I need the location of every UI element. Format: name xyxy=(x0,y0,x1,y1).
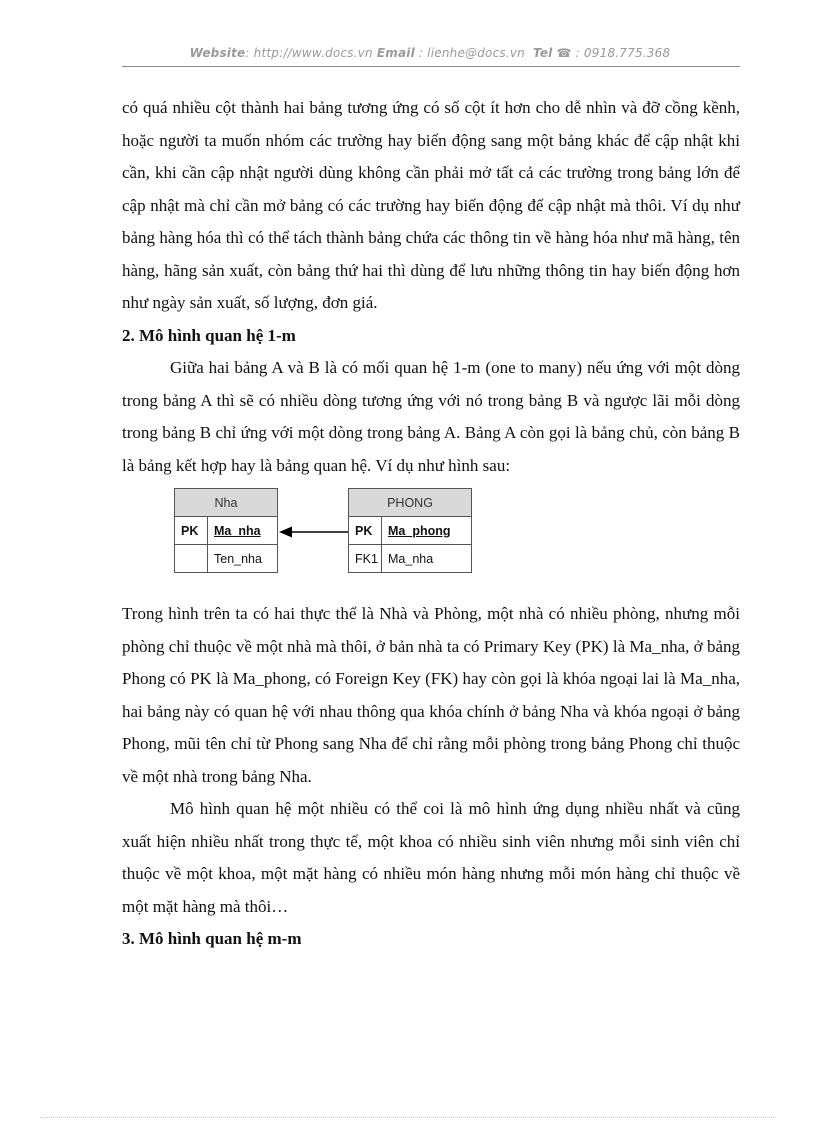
header-website-label: Website xyxy=(189,46,246,60)
header-email-label: Email xyxy=(376,46,415,60)
paragraph-4: Mô hình quan hệ một nhiều có thể coi là mô hình ứng dụng nhiều nhất và cũng xuất hiện nhiều nhất trong thực tế, một khoa có nhiều sinh viên nhưng mỗi sinh viên chỉ thuộc về một khoa, một mặt hàng có nhiều món hàng nhưng mỗi món hàng chỉ thuộc về một mặt hàng mà thôi… xyxy=(122,799,740,916)
header-tel-label: Tel xyxy=(533,46,553,60)
table-nha-field: Ten_nha xyxy=(208,545,278,573)
paragraph-3: Trong hình trên ta có hai thực thể là Nhà và Phòng, một nhà có nhiều phòng, nhưng mỗi phòng chỉ thuộc về một nhà mà thôi, ở bản nhà ta có Primary Key (PK) là Ma_nha, ở bảng Phong có PK là Ma_phong, có Foreign Key (FK) hay còn gọi là khóa ngoại lai là Ma_nha, hai bảng này có quan hệ với nhau thông qua khóa chính ở bảng Nha và khóa ngoại ở bảng Phong, mũi tên chỉ từ Phong sang Nha để chỉ rằng mỗi phòng trong bảng Phong chỉ thuộc về một nhà trong bảng Nha. xyxy=(122,604,740,786)
page-header xyxy=(120,46,740,60)
table-phong-fk-field: Ma_nha xyxy=(382,545,472,573)
header-website-value: : http://www.docs.vn xyxy=(245,46,373,60)
table-phong xyxy=(348,488,472,573)
table-nha-pk-label: PK xyxy=(175,517,208,545)
table-nha-pk-field: Ma_nha xyxy=(208,517,278,545)
paragraph-2: Giữa hai bảng A và B là có mối quan hệ 1-m (one to many) nếu ứng với một dòng trong bảng A thì sẽ có nhiều dòng tương ứng với nó trong bảng B và ngược lãi mỗi dòng trong bảng B chỉ ứng với một dòng trong bảng A. Bảng A còn gọi là bảng chủ, còn bảng B là bảng kết hợp hay là bảng quan hệ. Ví dụ như hình sau: xyxy=(122,358,740,475)
heading-1-m: 2. Mô hình quan hệ 1-m xyxy=(122,325,296,345)
table-phong-title: PHONG xyxy=(349,489,472,517)
document-body xyxy=(122,92,740,956)
footer-divider xyxy=(40,1117,776,1118)
table-phong-pk-field: Ma_phong xyxy=(382,517,472,545)
header-tel-value: ☎ : 0918.775.368 xyxy=(556,46,671,60)
table-phong-pk-label: PK xyxy=(349,517,382,545)
table-phong-fk-label: FK1 xyxy=(349,545,382,573)
er-diagram xyxy=(174,488,740,586)
table-nha-title: Nha xyxy=(175,489,278,517)
header-divider xyxy=(122,66,740,67)
heading-m-m: 3. Mô hình quan hệ m-m xyxy=(122,929,302,948)
paragraph-1: có quá nhiều cột thành hai bảng tương ứng có số cột ít hơn cho dễ nhìn và đỡ cồng kềnh, hoặc người ta muốn nhóm các trường hay biến động sang một bảng khác để cập nhật khi cần, khi cần cập nhật người dùng không cần phải mở tất cả các trường trong bảng lớn để cập nhật mà chỉ cần mở bảng có các trường hay biến động để cập nhật mà thôi. Ví dụ như bảng hàng hóa thì có thể tách thành bảng chứa các thông tin về hàng hóa như mã hàng, tên hàng, hãng sản xuất, còn bảng thứ hai thì dùng để lưu những thông tin hay biến động hơn như ngày sản xuất, số lượng, đơn giá. xyxy=(122,98,740,312)
header-email-value: : lienhe@docs.vn xyxy=(418,46,525,60)
